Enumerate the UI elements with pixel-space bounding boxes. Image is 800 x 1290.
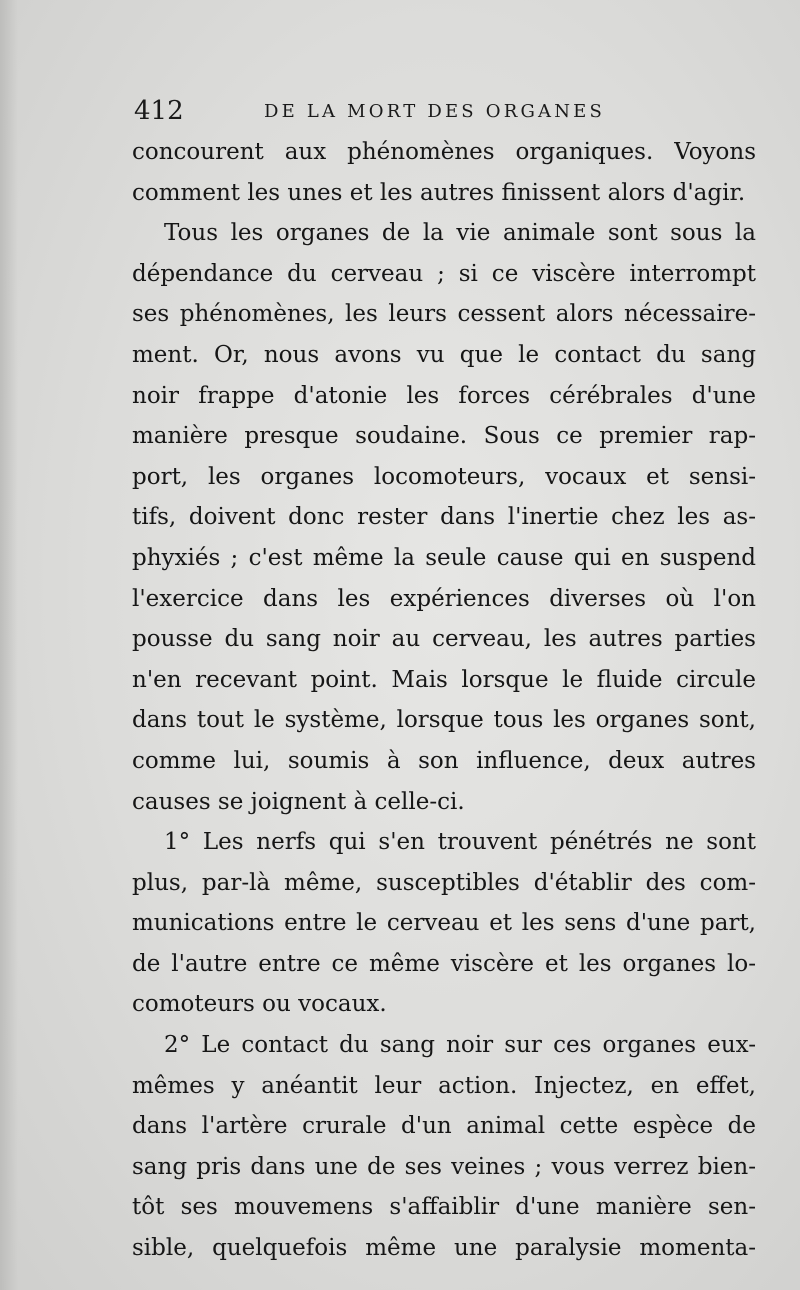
text-line: causes se joignent à celle-ci. — [132, 788, 465, 815]
text-line: tôt ses mouvemens s'affaiblir d'une manière sen- — [132, 1194, 756, 1221]
text-line: noir frappe d'atonie les forces cérébrales d'une — [132, 382, 756, 409]
text-line: concourent aux phénomènes organiques. Voyons — [132, 139, 756, 165]
page-header — [134, 96, 754, 126]
text-line: dans tout le système, lorsque tous les organes sont, — [132, 707, 756, 734]
text-line: port, les organes locomoteurs, vocaux et sensi- — [132, 463, 756, 490]
text-line: n'en recevant point. Mais lorsque le fluide circule — [132, 666, 756, 693]
running-head: DE LA MORT DES ORGANES — [264, 101, 606, 122]
text-line: comment les unes et les autres finissent alors d'agir. — [132, 179, 746, 206]
text-line: ses phénomènes, les leurs cessent alors nécessaire- — [132, 301, 756, 328]
text-line: comoteurs ou vocaux. — [132, 991, 387, 1018]
text-line: 1° Les nerfs qui s'en trouvent pénétrés ne sont — [164, 829, 756, 856]
text-line: l'exercice dans les expériences diverses où l'on — [132, 585, 756, 612]
text-line: plus, par-là même, susceptibles d'établir des com- — [132, 869, 756, 896]
text-line: tifs, doivent donc rester dans l'inertie chez les as- — [132, 504, 756, 531]
text-line: munications entre le cerveau et les sens d'une part, — [132, 910, 756, 937]
text-line: ment. Or, nous avons vu que le contact du sang — [132, 341, 756, 368]
text-line: phyxiés ; c'est même la seule cause qui en suspend — [132, 544, 756, 571]
text-line: dans l'artère crurale d'un animal cette espèce de — [132, 1113, 756, 1140]
text-line: 2° Le contact du sang noir sur ces organes eux- — [164, 1032, 756, 1059]
text-line: dépendance du cerveau ; si ce viscère interrompt — [132, 260, 756, 287]
text-line: pousse du sang noir au cerveau, les autres parties — [132, 626, 756, 653]
text-line: de l'autre entre ce même viscère et les organes lo- — [132, 950, 756, 977]
page-number: 412 — [134, 96, 184, 126]
text-line: sible, quelquefois même une paralysie momenta- — [132, 1235, 756, 1262]
text-line: Tous les organes de la vie animale sont sous la — [164, 220, 756, 247]
text-line: mêmes y anéantit leur action. Injectez, en effet, — [132, 1072, 756, 1099]
text-line: manière presque soudaine. Sous ce premier rap- — [132, 423, 756, 450]
text-line: comme lui, soumis à son influence, deux autres — [132, 747, 756, 774]
text-line: sang pris dans une de ses veines ; vous verrez bien- — [132, 1153, 756, 1180]
body-text — [132, 132, 756, 1269]
